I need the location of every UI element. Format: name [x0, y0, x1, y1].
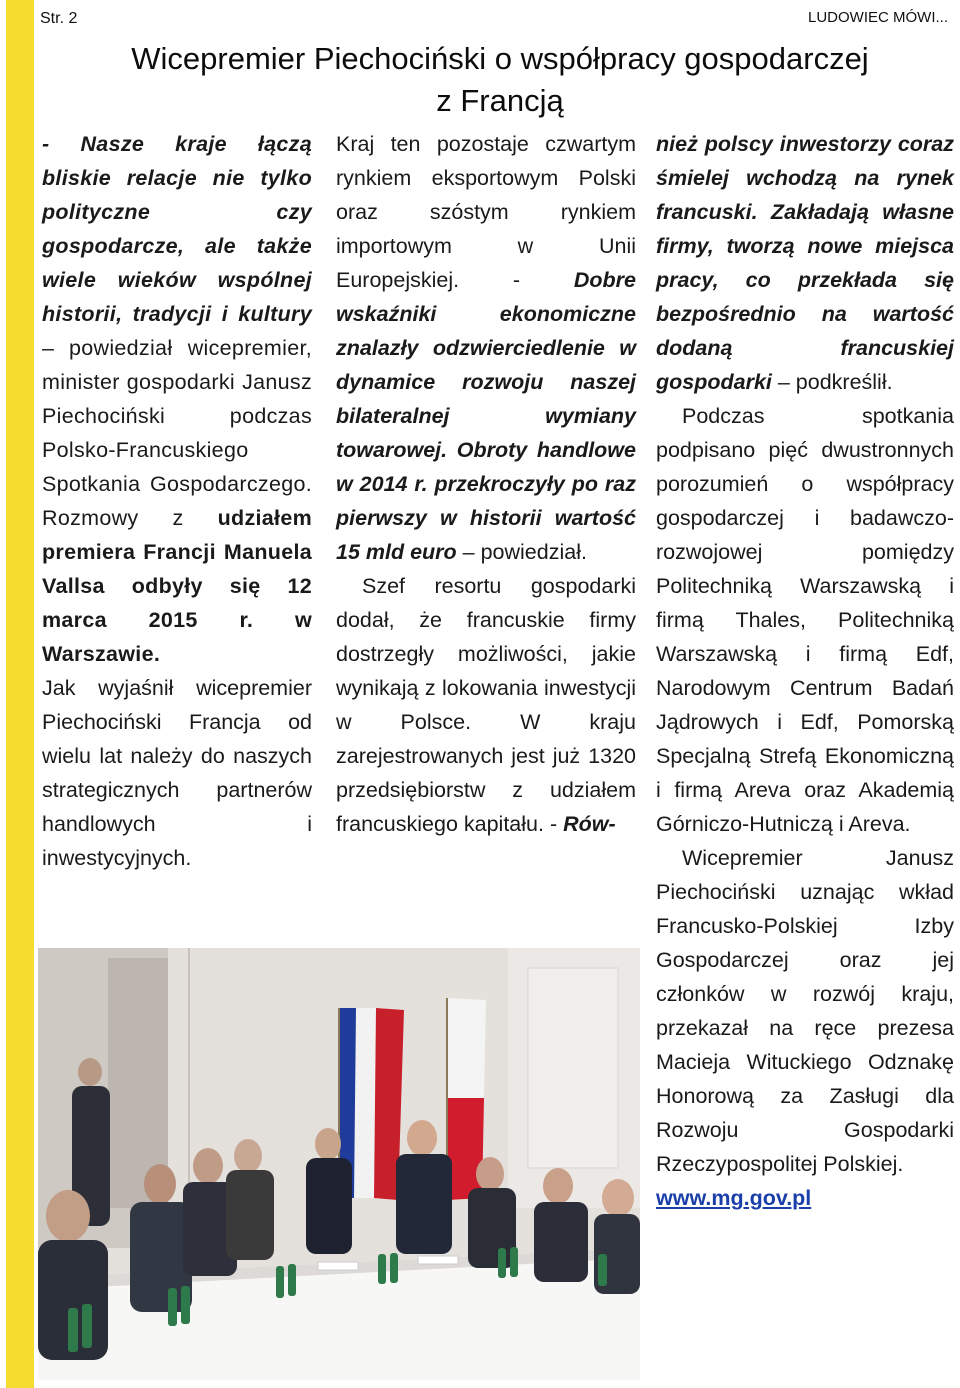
lead-quote: - Nasze kraje łączą bliskie relacje nie tylko polityczne czy gospodarcze, ale także wiele wieków wspólnej historii, tradycji i kultury	[42, 132, 312, 326]
column-1	[42, 127, 312, 875]
paragraph-1-continued	[336, 127, 636, 569]
paragraph-2-end: – podkreślił.	[771, 370, 893, 394]
source-link[interactable]: www.mg.gov.pl	[656, 1186, 812, 1210]
lead-paragraph	[42, 127, 312, 671]
meeting-photo	[38, 948, 640, 1380]
paragraph-2-quote-cont: nież polscy inwestorzy coraz śmielej wchodzą na rynek francuski. Zakładają własne firmy, tworzą nowe miejsca pracy, co przekłada się bezpośrednio na wartość dodaną francuskiej gospodarki	[656, 132, 954, 394]
paragraph-2: Szef resortu gospodarki dodał, że francuskie firmy dostrzegły możliwości, jakie wynikają z lokowania inwestycji w Polsce. W kraju zarejestrowanych jest już 1320 przedsiębiorstw z udziałem francuskiego kapitału. - Rów-	[336, 574, 636, 836]
meeting-photo-illustration	[38, 948, 640, 1380]
section-label: LUDOWIEC MÓWI...	[808, 9, 948, 26]
paragraph-2-text: Szef resortu gospodarki dodał, że francuskie firmy dostrzegły możliwości, jakie wynikają z lokowania inwestycji w Polsce. W kraju zarejestrowanych jest już 1320 przedsiębiorstw z udziałem francuskiego kapitału.	[336, 574, 636, 836]
paragraph-3: Podczas spotkania podpisano pięć dwustronnych porozumień o współpracy gospodarczej i badawczo-rozwojowej pomiędzy Politechniką Warszawską i firmą Thales, Politechniką Warszawską i firmą Edf, Narodowym Centrum Badań Jądrowych i Edf, Pomorską Specjalną Strefą Ekonomiczną i firmą Areva oraz Akademią Górniczo-Hutniczą i Areva.	[656, 404, 954, 836]
paragraph-1-quote: Dobre wskaźniki ekonomiczne znalazły odzwierciedlenie w dynamice rozwoju naszej bilateralnej wymiany towarowej. Obroty handlowe w 2014 r. przekroczyły po raz pierwszy w historii wartość 15 mld euro	[336, 268, 636, 564]
paragraph-1-start	[42, 671, 312, 875]
paragraph-2-continued	[656, 127, 954, 399]
source-link-line	[656, 1181, 954, 1215]
paragraph-1-dash: -	[459, 268, 574, 292]
lead-attribution: powiedział wicepremier, minister gospodarki Janusz Piechociński podczas Polsko-Francuskiego Spotkania Gospodarczego. Rozmowy z	[42, 336, 312, 530]
title-line-1: Wicepremier Piechociński o współpracy gospodarczej	[131, 41, 869, 76]
paragraph-4: Wicepremier Janusz Piechociński uznając wkład Francusko-Polskiej Izby Gospodarczej oraz jej członków w rozwój kraju, przekazał na ręce prezesa Macieja Wituckiego Odznakę Honorową za Zasługi dla Rozwoju Gospodarki Rzeczypospolitej Polskiej.	[656, 846, 954, 1176]
title-line-2: z Francją	[436, 83, 564, 118]
page-number: Str. 2	[40, 10, 78, 27]
paragraph-1-end: – powiedział.	[456, 540, 587, 564]
column-2	[336, 127, 636, 841]
lead-meeting-info: udziałem premiera Francji Manuela Vallsa odbyły się 12 marca 2015 r. w Warszawie.	[42, 506, 312, 666]
yellow-sidebar-strip	[6, 0, 34, 1388]
paragraph-1-text-cont: Kraj ten pozostaje czwartym rynkiem eksportowym Polski oraz szóstym rynkiem importowym w Unii Europejskiej.	[336, 132, 636, 292]
paragraph-2-dash: -	[543, 812, 564, 836]
article-title	[60, 38, 940, 122]
column-3	[656, 127, 954, 1215]
paragraph-2-quote-start: Rów	[563, 812, 609, 836]
lead-dash: –	[42, 336, 69, 360]
paragraph-1-text-part: Jak wyjaśnił wicepremier Piechociński Francja od wielu lat należy do naszych strategicznych partnerów handlowych i inwestycyjnych.	[42, 676, 312, 870]
